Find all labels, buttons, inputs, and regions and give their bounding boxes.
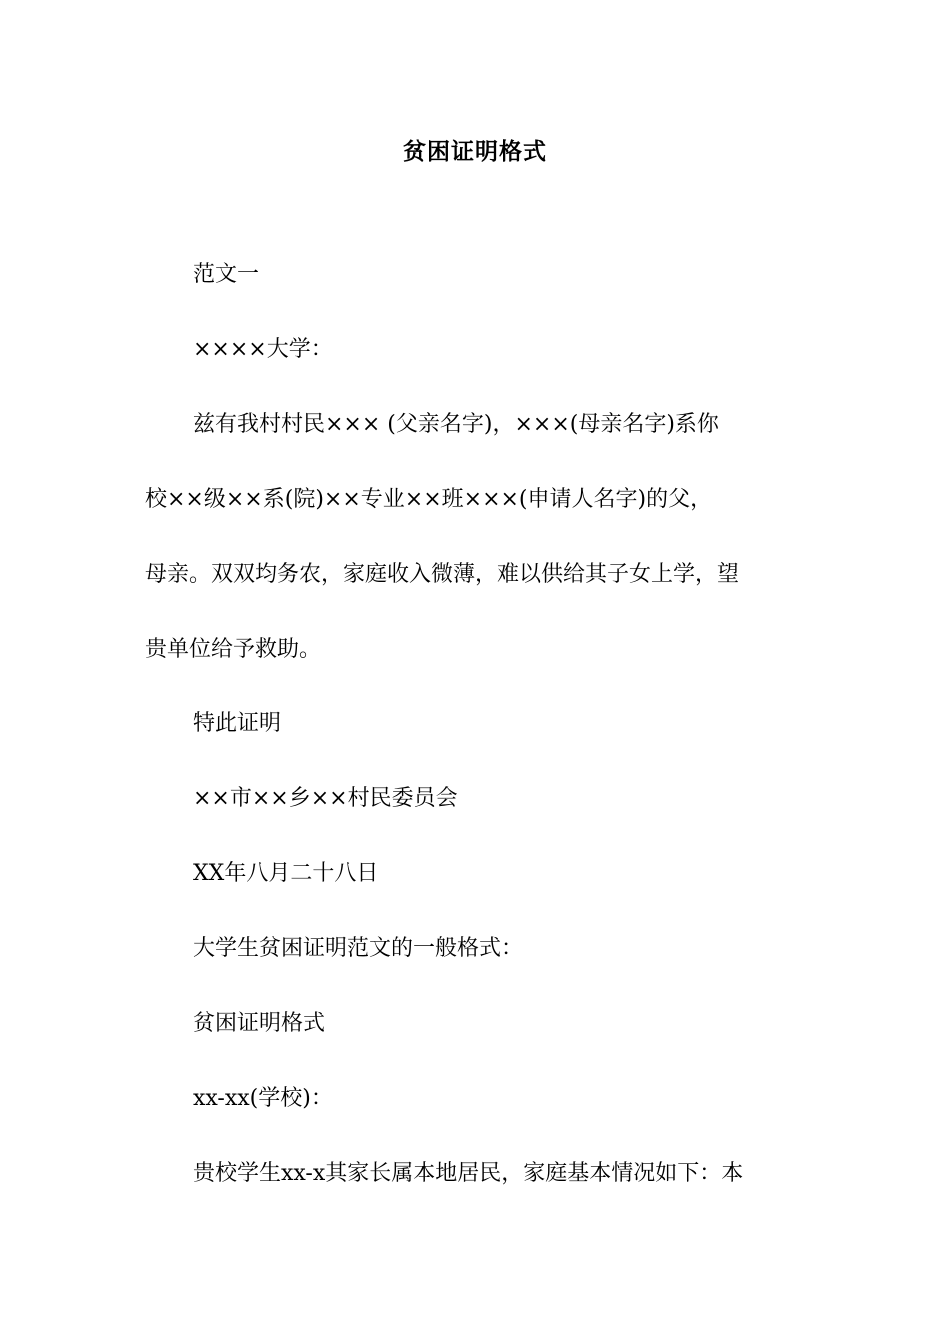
school-line: xx-xx(学校)：: [193, 1086, 333, 1111]
format-title: 贫困证明格式: [193, 1011, 326, 1036]
body-line: 校××级××系(院)××专业××班×××(申请人名字)的父，: [145, 487, 713, 512]
format-heading: 大学生贫困证明范文的一般格式：: [193, 936, 524, 961]
date-text: XX年八月二十八日: [193, 861, 379, 886]
last-line: 贵校学生xx-x其家长属本地居民，家庭基本情况如下：本: [193, 1161, 744, 1186]
issuer-text: ××市××乡××村民委员会: [193, 786, 458, 811]
body-line: 兹有我村村民××× (父亲名字)，×××(母亲名字)系你: [193, 412, 719, 437]
document-title: 贫困证明格式: [403, 138, 547, 165]
body-line: 贵单位给予救助。: [145, 637, 322, 662]
body-paragraph: [145, 387, 825, 687]
sample-label: 范文一: [193, 262, 260, 287]
body-line: 母亲。双双均务农，家庭收入微薄，难以供给其子女上学，望: [145, 562, 740, 587]
closing-text: 特此证明: [193, 711, 282, 736]
addressee: ××××大学：: [193, 337, 333, 362]
